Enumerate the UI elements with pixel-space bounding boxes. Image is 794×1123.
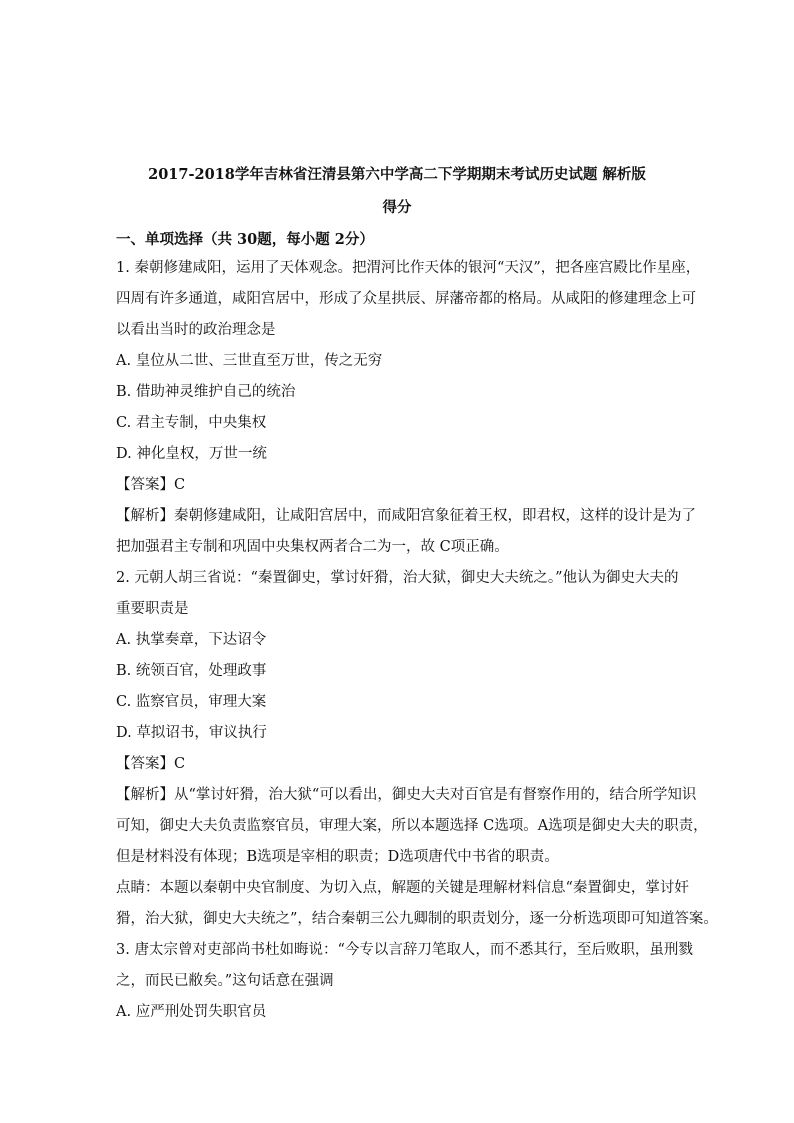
option-line: C. 监察官员，审理大案 [116,694,267,710]
analysis-line: 把加强君主专制和巩固中央集权两者合二为一，故 C项正确。 [116,539,509,555]
text-line: 3. 唐太宗曾对吏部尚书杜如晦说：“今专以言辞刀笔取人，而不悉其行，至后败职，虽刑戮 [116,942,693,958]
answer-line: 【答案】C [116,477,186,493]
tip-line: 猾，治大狱，御史大夫统之”，结合秦朝三公九卿制的职责划分，逐一分析选项即可知道答案。 [116,911,718,927]
option-line: A. 执掌奏章，下达诏令 [116,632,267,648]
text-line: 重要职责是 [116,601,189,617]
option-line: D. 草拟诏书，审议执行 [116,725,267,741]
text-line: 2. 元朝人胡三省说：“秦置御史，掌讨奸猾，治大狱，御史大夫统之。”他认为御史大夫的 [116,570,679,586]
answer-line: 【答案】C [116,756,186,772]
option-line: B. 统领百官，处理政事 [116,663,267,679]
option-line: D. 神化皇权，万世一统 [116,446,267,462]
text-line: 之，而民已敝矣。”这句话意在强调 [116,973,334,989]
document-title: 2017-2018学年吉林省汪清县第六中学高二下学期期末考试历史试题 解析版 [148,166,646,183]
text-line: 四周有许多通道，咸阳宫居中，形成了众星拱辰、屏藩帝都的格局。从咸阳的修建理念上可 [116,291,696,307]
option-line: C. 君主专制，中央集权 [116,415,267,431]
question-body [116,253,718,1028]
section-heading: 一、单项选择（共 30题，每小题 2分） [116,231,374,248]
option-line: A. 皇位从二世、三世直至万世，传之无穷 [116,353,383,369]
text-line: 以看出当时的政治理念是 [116,322,276,338]
tip-line: 点睛：本题以秦朝中央官制度、为切入点，解题的关键是理解材料信息“秦置御史，掌讨奸 [116,880,689,896]
analysis-line: 可知，御史大夫负责监察官员，审理大案，所以本题选择 C选项。A选项是御史大夫的职责， [116,818,708,834]
analysis-line: 但是材料没有体现；B选项是宰相的职责；D选项唐代中书省的职责。 [116,849,559,865]
text-line: 1. 秦朝修建咸阳，运用了天体观念。把渭河比作天体的银河“天汉”，把各座宫殿比作星座， [116,260,701,276]
option-line: B. 借助神灵维护自己的统治 [116,384,296,400]
analysis-line: 【解析】从“掌讨奸猾，治大狱“可以看出，御史大夫对百官是有督察作用的，结合所学知识 [116,787,697,803]
analysis-line: 【解析】秦朝修建咸阳，让咸阳宫居中，而咸阳宫象征着王权，即君权，这样的设计是为了 [116,508,696,524]
option-line: A. 应严刑处罚失职官员 [116,1004,267,1020]
score-label: 得分 [382,199,412,216]
